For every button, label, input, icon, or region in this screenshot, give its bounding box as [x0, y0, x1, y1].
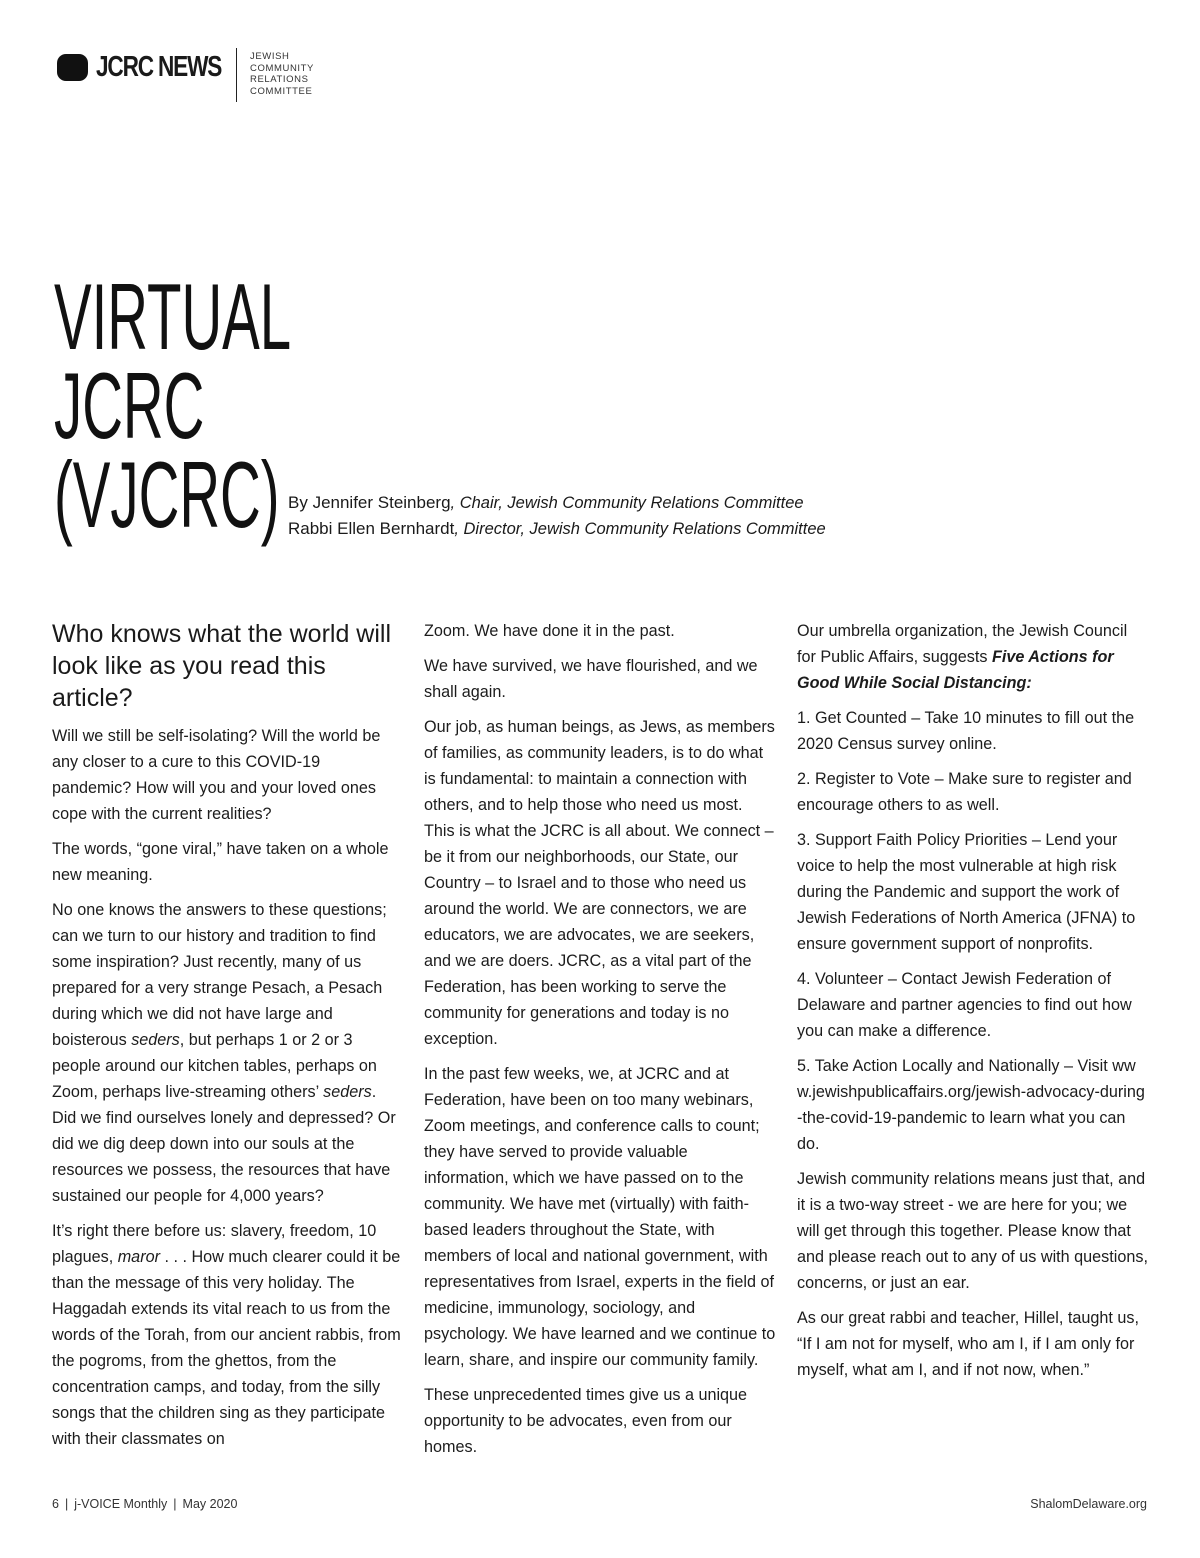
lead-heading: Who knows what the world will look like as you read this article? [52, 620, 392, 712]
footer-site[interactable]: ShalomDelaware.org [1030, 1497, 1147, 1511]
article-title-line: VIRTUAL [54, 264, 292, 369]
publication-name: j-VOICE Monthly [74, 1497, 168, 1511]
byline-author-1 [288, 490, 826, 516]
action-item: 1. Get Counted – Take 10 minutes to fill out the 2020 Census survey online. [797, 709, 1135, 753]
footer-folio [52, 1497, 237, 1511]
paragraph: In the past few weeks, we, at JCRC and at Federation, have been on too many webinars, Zoom meetings, and conference calls to count; they have served to provide valuable information, which we have passed on to the community. We have met (virtually) with faith-based leaders throughout the State, with members of local and national government, with representatives from Israel, experts in the field of medicine, immunology, sociology, and psychology. We have learned and we continue to learn, share, and inspire our community family. [424, 1065, 776, 1369]
action-item: 3. Support Faith Policy Priorities – Lend your voice to help the most vulnerable at high risk during the Pandemic and support the work of Jewish Federations of North America (JFNA) to ensure government support of nonprofits. [797, 831, 1136, 953]
logo-divider [236, 48, 237, 102]
byline-prefix: By [288, 493, 313, 512]
italic-term: seders [323, 1083, 372, 1101]
text-run: to learn what you can do. [797, 1109, 1126, 1153]
text-run: . . . How much clearer could it be than the message of this very holiday. The Haggadah extends its vital reach to us from the words of the Torah, from our ancient rabbis, from the pogroms, from the ghettos, from the concentration camps, and today, from the silly songs that the children sing as they participate with their classmates on [52, 1248, 401, 1448]
action-item: 4. Volunteer – Contact Jewish Federation of Delaware and partner agencies to find out how you can make a difference. [797, 970, 1132, 1040]
author-role: , Director, Jewish Community Relations Committee [454, 520, 826, 538]
article-column-2 [424, 618, 776, 1469]
paragraph: Our job, as human beings, as Jews, as members of families, as community leaders, is to do what is fundamental: to maintain a connection with others, and to help those who need us most. This is what the JCRC is all about. We connect – be it from our neighborhoods, our State, our Country – to Israel and to those who need us around the world. We are connectors, we are educators, we are advocates, we are seekers, and we are doers. JCRC, as a vital part of the Federation, has been working to serve the community for generations and today is no exception. [424, 718, 775, 1048]
paragraph: These unprecedented times give us a unique opportunity to be advocates, even from our homes. [424, 1386, 748, 1456]
author-name: Rabbi Ellen Bernhardt [288, 519, 455, 538]
paragraph [52, 1218, 402, 1452]
advocacy-link[interactable]: www.jewishpublicaffairs.org/jewish-advocacy-during-the-covid-19-pandemic [797, 1057, 1145, 1127]
paragraph: The words, “gone viral,” have taken on a whole new meaning. [52, 840, 389, 884]
logo-subtitle-line: JEWISH [250, 51, 290, 62]
paragraph [52, 897, 402, 1209]
italic-term: maror [117, 1248, 160, 1266]
publication-date: May 2020 [182, 1497, 238, 1511]
byline-author-2 [288, 516, 826, 542]
paragraph: As our great rabbi and teacher, Hillel, taught us, “If I am not for myself, who am I, if I am only for myself, what am I, and if not now, when.” [797, 1309, 1139, 1379]
actions-heading: Five Actions for Good While Social Distancing: [797, 648, 1114, 692]
logo-subtitle [250, 51, 314, 97]
logo-subtitle-line: COMMITTEE [250, 85, 313, 97]
article-column-3 [797, 618, 1149, 1392]
text-run: No one knows the answers to these questions; can we turn to our history and tradition to find some inspiration? Just recently, many of us prepared for a very strange Pesach, a Pesach during which we did not have large and boisterous [52, 901, 387, 1049]
italic-term: seders [131, 1031, 180, 1049]
article-title-line: JCRC [54, 353, 205, 458]
byline [288, 490, 826, 542]
text-run: It’s right there before us: slavery, freedom, 10 plagues, [52, 1222, 377, 1266]
action-item [797, 1053, 1149, 1157]
article-title-line: (VJCRC) [54, 442, 280, 547]
text-run: . Did we find ourselves lonely and depressed? Or did we dig deep down into our souls at the resources we possess, the resources that have sustained our people for 4,000 years? [52, 1083, 396, 1205]
footer-separator: | [64, 1497, 69, 1511]
paragraph: Jewish community relations means just that, and it is a two-way street - we are here for you; we will get through this together. Please know that and please reach out to any of us with questions, concerns, or just an ear. [797, 1170, 1148, 1292]
text-run: Our umbrella organization, the Jewish Council for Public Affairs, suggests [797, 622, 1128, 666]
logo-mark-icon [57, 54, 88, 81]
article-title [54, 264, 292, 547]
paragraph: Zoom. We have done it in the past. [424, 622, 675, 640]
footer-separator: | [173, 1497, 177, 1511]
author-role: , Chair, Jewish Community Relations Committee [450, 494, 804, 512]
page-number: 6 [52, 1497, 59, 1511]
author-name: Jennifer Steinberg [312, 493, 451, 512]
logo-subtitle-line: COMMUNITY [250, 62, 314, 74]
article-column-1 [52, 618, 402, 1461]
logo-subtitle-line: RELATIONS [250, 74, 309, 85]
logo-text: JCRC NEWS [96, 51, 222, 83]
paragraph [797, 618, 1149, 696]
paragraph: We have survived, we have flourished, and we shall again. [424, 657, 758, 701]
text-run: , but perhaps 1 or 2 or 3 people around our kitchen tables, perhaps on Zoom, perhaps live-streaming others’ [52, 1031, 377, 1101]
masthead [57, 48, 314, 102]
text-run: 5. Take Action Locally and Nationally – Visit [797, 1057, 1113, 1075]
action-item: 2. Register to Vote – Make sure to register and encourage others to as well. [797, 770, 1132, 814]
paragraph: Will we still be self-isolating? Will the world be any closer to a cure to this COVID-19 pandemic? How will you and your loved ones cope with the current realities? [52, 727, 381, 823]
